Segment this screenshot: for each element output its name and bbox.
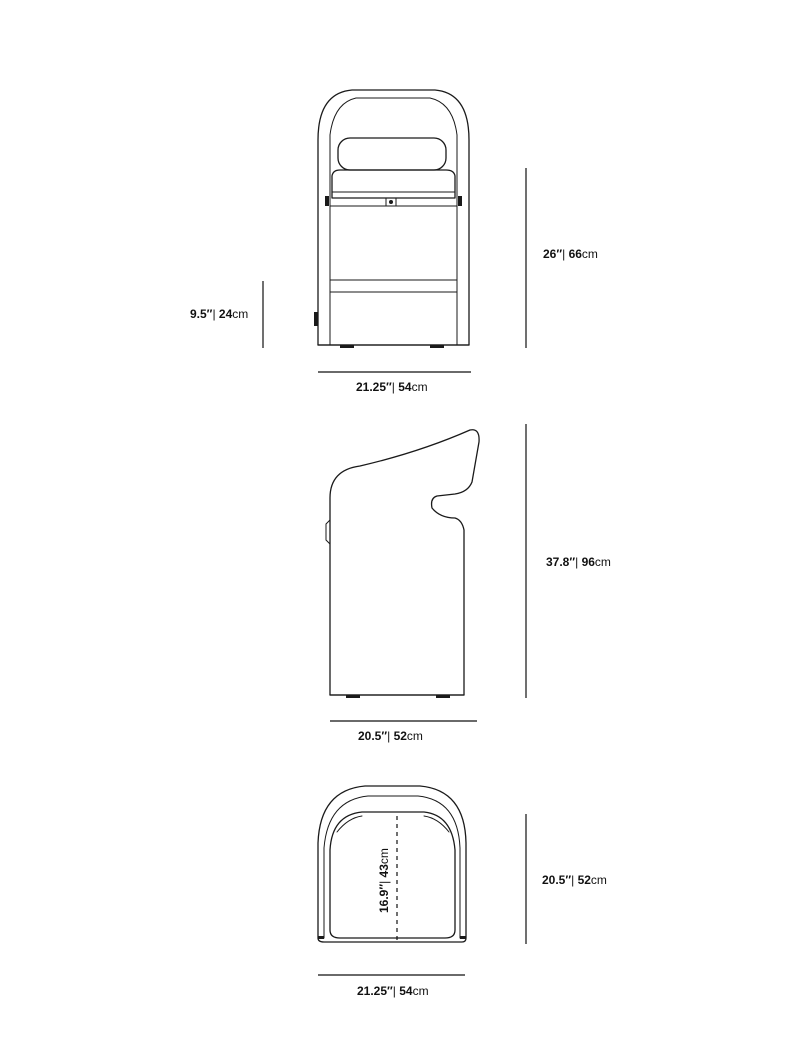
top-view <box>318 786 466 942</box>
front-footrest-label: 9.5″| 24cm <box>190 307 249 321</box>
side-height-label: 37.8″| 96cm <box>546 555 611 569</box>
side-view <box>326 430 479 698</box>
top-width-label: 21.25″| 54cm <box>357 984 429 998</box>
top-seat-depth-label: 16.9″| 43cm <box>377 848 391 913</box>
side-depth-label: 20.5″| 52cm <box>358 729 423 743</box>
front-height-label: 26″| 66cm <box>543 247 598 261</box>
front-width-label: 21.25″| 54cm <box>356 380 428 394</box>
front-view <box>314 90 469 348</box>
top-depth-label: 20.5″| 52cm <box>542 873 607 887</box>
